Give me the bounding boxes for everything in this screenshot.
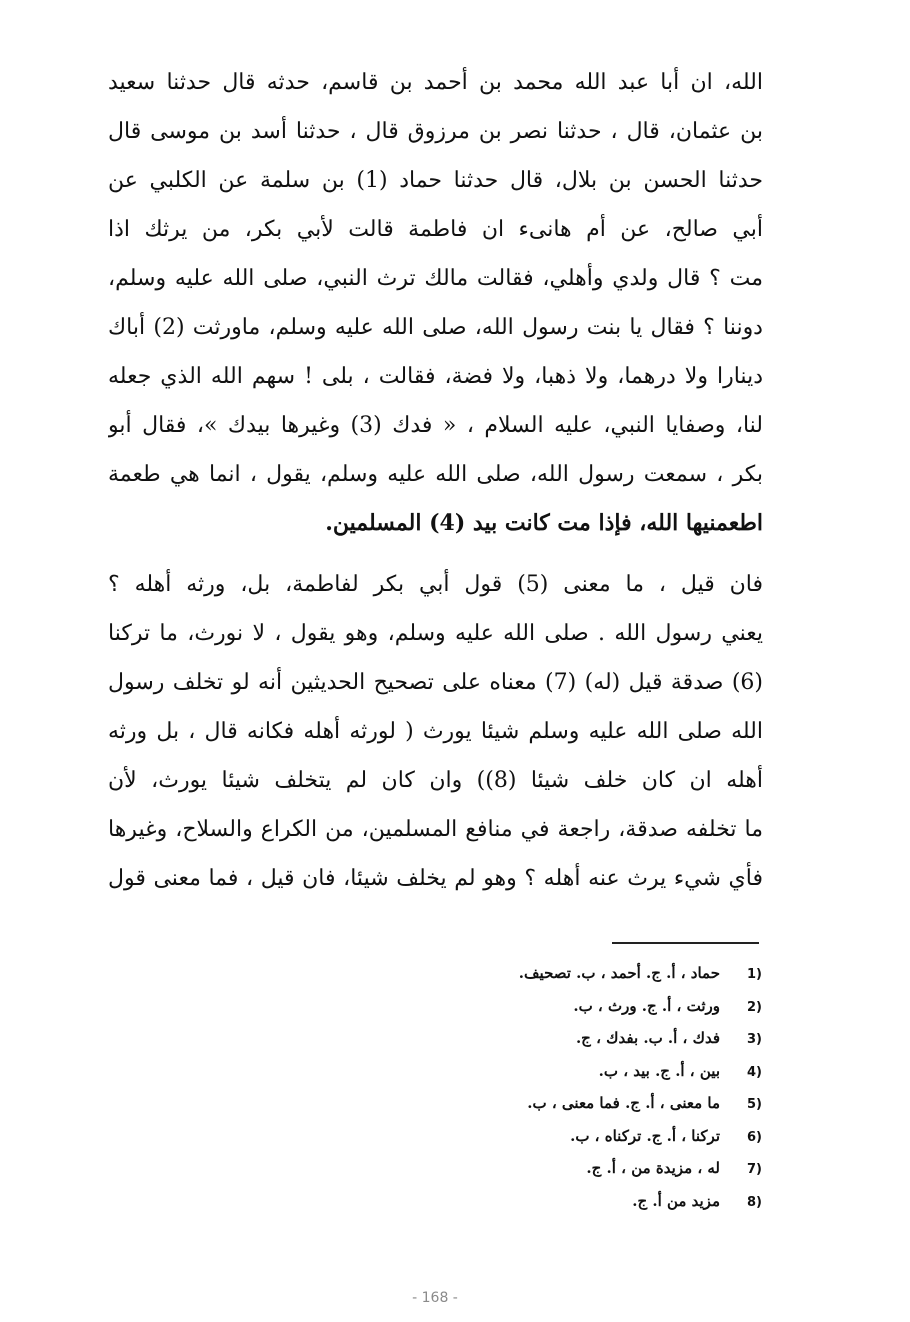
text-line: بكر ، سمعت رسول الله، صلى الله عليه وسلم، يقول ، انما هي طعمة	[108, 462, 763, 487]
text-line: الله، ان أبا عبد الله محمد بن أحمد بن قاسم، حدثه قال حدثنا سعيد	[108, 70, 763, 95]
text-line: حدثنا الحسن بن بلال، قال حدثنا حماد (1) بن سلمة عن الكلبي عن	[108, 168, 763, 193]
footnote-text: مزيد من أ. ج.	[632, 1191, 720, 1210]
footnote-number: (5	[747, 1097, 762, 1112]
footnote-text: له ، مزيدة من ، أ. ج.	[586, 1159, 720, 1177]
footnote-number: (7	[747, 1162, 762, 1177]
footnote-number: (3	[747, 1032, 762, 1047]
footnote-item	[440, 1153, 762, 1186]
footnote-text: تركنا ، أ. ج. تركناه ، ب.	[570, 1126, 720, 1145]
text-line: الله صلى الله عليه وسلم شيئا يورث ( لورثه أهله فكانه قال ، بل ورثه	[108, 719, 763, 744]
paragraph-1	[108, 58, 763, 548]
text-line: ما تخلفه صدقة، راجعة في منافع المسلمين، من الكراع والسلاح، وغيرها	[108, 817, 763, 842]
text-line: أبي صالح، عن أم هانىء ان فاطمة قالت لأبي بكر، من يرثك اذا	[108, 217, 763, 242]
footnote-text: فدك ، أ. ب. بفدك ، ج.	[575, 1029, 720, 1047]
text-line: (6) صدقة قيل (له) (7) معناه على تصحيح الحديثين أنه لو تخلف رسول	[108, 670, 763, 695]
footnote-divider	[612, 942, 759, 944]
footnote-item	[440, 958, 762, 991]
page-number: - 168 -	[412, 1290, 458, 1306]
text-line: فان قيل ، ما معنى (5) قول أبي بكر لفاطمة، بل، ورثه أهله ؟	[108, 572, 763, 597]
text-line: مت ؟ قال ولدي وأهلي، فقالت مالك ترث النبي، صلى الله عليه وسلم،	[108, 266, 763, 291]
text-line: لنا، وصفايا النبي، عليه السلام ، « فدك (3) وغيرها بيدك »، فقال أبو	[108, 413, 763, 438]
footnote-item	[440, 1056, 762, 1089]
footnote-number: (2	[747, 999, 762, 1015]
footnote-number: (8	[747, 1194, 762, 1210]
text-line: دينارا ولا درهما، ولا ذهبا، ولا فضة، فقالت ، بلى ! سهم الله الذي جعله	[108, 364, 763, 389]
paragraph-2	[108, 560, 763, 903]
footnote-number: (4	[747, 1064, 762, 1080]
main-text	[108, 58, 763, 903]
footnote-item	[440, 1023, 762, 1056]
footnote-text: ورثت ، أ. ج. ورث ، ب.	[573, 996, 720, 1015]
footnote-number: (1	[747, 967, 762, 982]
text-line: دوننا ؟ فقال يا بنت رسول الله، صلى الله عليه وسلم، ماورثت (2) أباك	[108, 315, 763, 340]
text-line: يعني رسول الله . صلى الله عليه وسلم، وهو يقول ، لا نورث، ما تركنا	[108, 621, 763, 646]
footnote-item	[440, 1088, 762, 1121]
text-line: اطعمنيها الله، فإذا مت كانت بيد (4) المسلمين.	[325, 510, 763, 536]
text-line: فأي شيء يرث عنه أهله ؟ وهو لم يخلف شيئا، فان قيل ، فما معنى قول	[108, 866, 763, 891]
text-line: أهله ان كان خلف شيئا (8)) وان كان لم يتخلف شيئا يورث، لأن	[108, 768, 763, 793]
text-line: بن عثمان، قال ، حدثنا نصر بن مرزوق قال ، حدثنا أسد بن موسى قال	[108, 119, 763, 144]
footnote-item	[440, 1186, 762, 1219]
footnote-text: بين ، أ. ج. بيد ، ب.	[598, 1061, 720, 1080]
footnote-item	[440, 1121, 762, 1154]
footnote-number: (6	[747, 1129, 762, 1145]
footnote-text: ما معنى ، أ. ج. فما معنى ، ب.	[527, 1094, 720, 1112]
footnote-item	[440, 991, 762, 1024]
footnote-text: حماد ، أ. ج. أحمد ، ب. تصحيف.	[518, 964, 720, 982]
footnotes	[440, 958, 762, 1218]
